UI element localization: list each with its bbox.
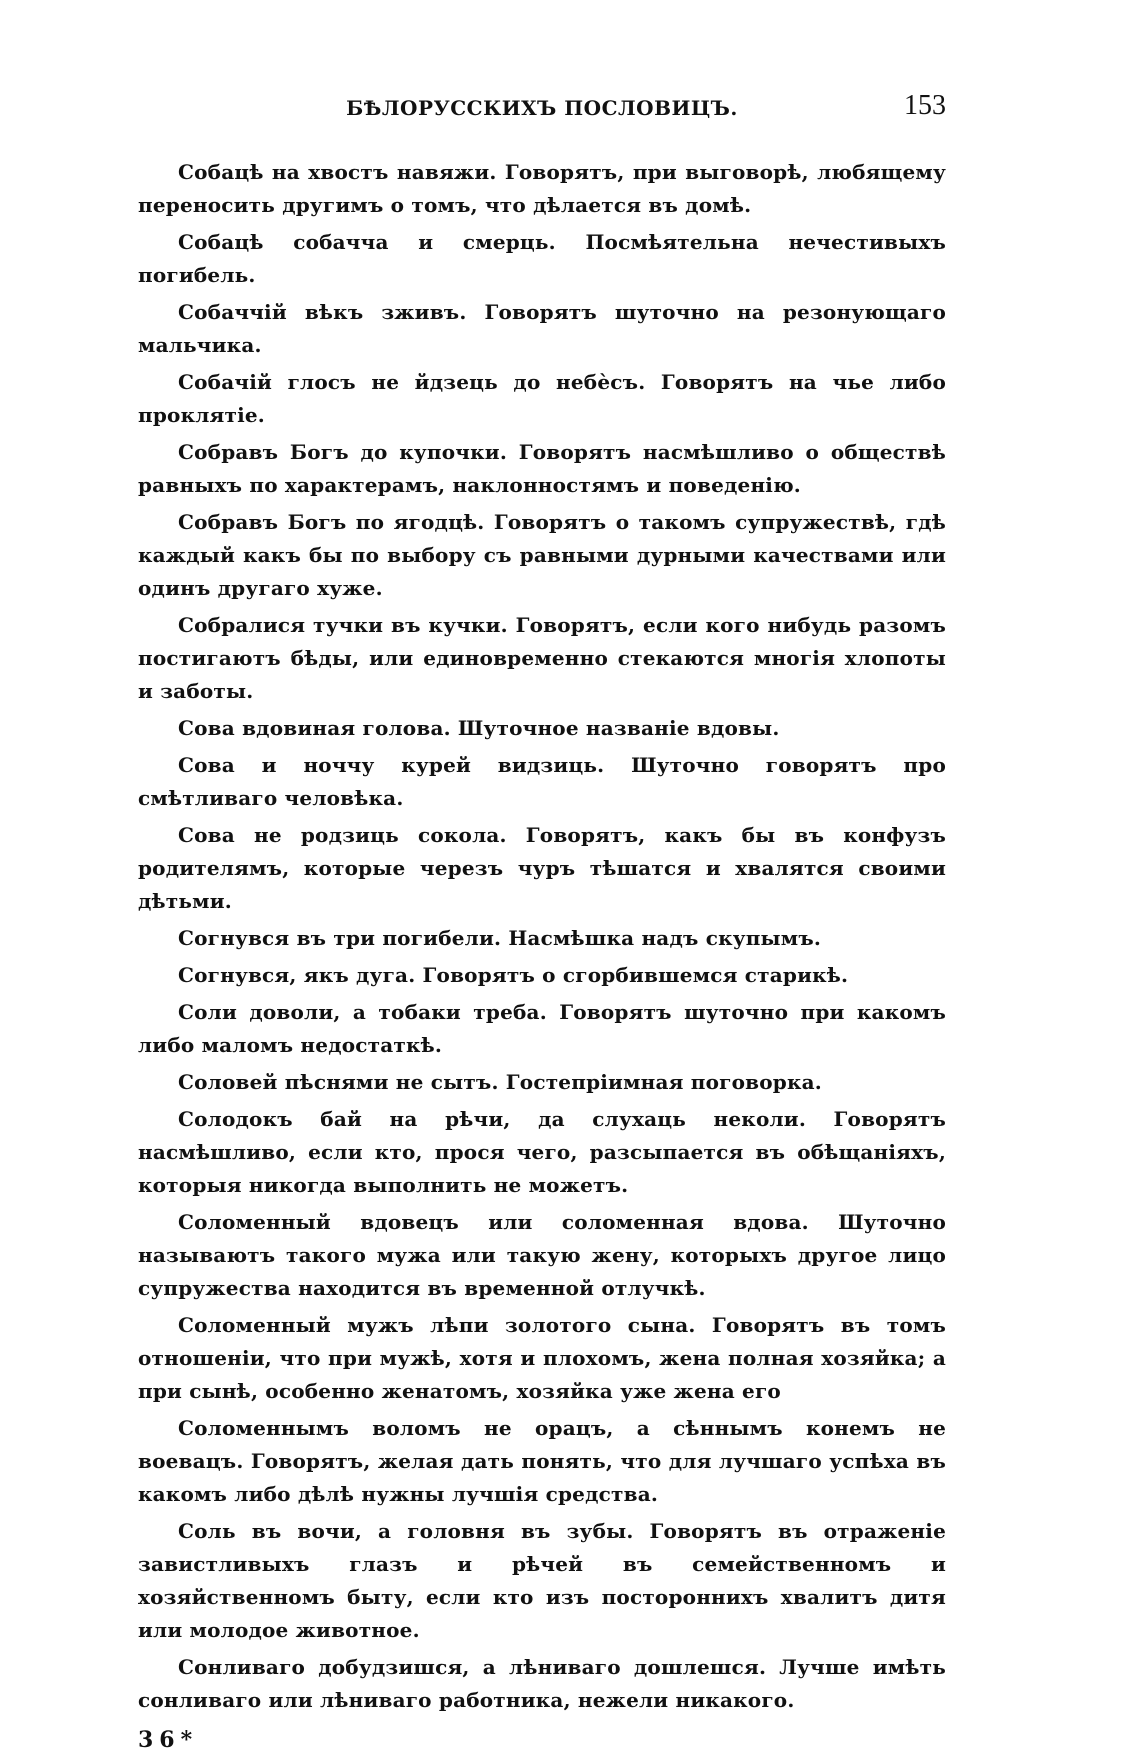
proverb-entry: Собаччій вѣкъ зживъ. Говорятъ шуточно на резонующаго мальчика.: [138, 300, 946, 357]
proverb-entry: Собацѣ собачча и смерць. Посмѣятельна нечестивыхъ погибель.: [138, 230, 946, 287]
proverb-entry: Соломеннымъ воломъ не орацъ, а сѣннымъ конемъ не воевацъ. Говорятъ, желая дать понять, что для лучшаго успѣха въ какомъ либо дѣлѣ нужны лучшія средства.: [138, 1416, 946, 1506]
proverb-entry: Сова вдовиная голова. Шуточное названіе вдовы.: [178, 716, 780, 740]
proverb-entry: Собравъ Богъ по ягодцѣ. Говорятъ о такомъ супружествѣ, гдѣ каждый какъ бы по выбору съ равными дурными качествами или одинъ другаго хуже.: [138, 510, 946, 600]
page-number: 153: [904, 90, 946, 121]
proverb-entry: Собралися тучки въ кучки. Говорятъ, если кого нибудь разомъ постигаютъ бѣды, или единовременно стекаются многія хлопоты и заботы.: [138, 613, 946, 703]
printer-signature: 36*: [138, 1727, 199, 1753]
proverb-entry: Соль въ вочи, а головня въ зубы. Говорятъ въ отраженіе завистливыхъ глазъ и рѣчей въ семейственномъ и хозяйственномъ быту, если кто изъ постороннихъ хвалитъ дитя или молодое животное.: [138, 1519, 946, 1642]
proverb-entry: Сова и ноччу курей видзиць. Шуточно говорятъ про смѣтливаго человѣка.: [138, 753, 946, 810]
running-title: БѢЛОРУССКИХЪ ПОСЛОВИЦЪ.: [346, 96, 738, 120]
proverb-entry: Собачій глосъ не йдзець до небѐсъ. Говорятъ на чье либо проклятіе.: [138, 370, 946, 427]
proverb-list: [138, 156, 946, 1717]
proverb-entry: Солодокъ бай на рѣчи, да слухаць неколи. Говорятъ насмѣшливо, если кто, прося чего, разсыпается въ обѣщаніяхъ, которыя никогда выполнить не можетъ.: [138, 1107, 946, 1197]
proverb-entry: Соломенный вдовецъ или соломенная вдова. Шуточно называютъ такого мужа или такую жену, которыхъ другое лицо супружества находится въ временной отлучкѣ.: [138, 1210, 946, 1300]
proverb-entry: Соломенный мужъ лѣпи золотого сына. Говорятъ въ томъ отношеніи, что при мужѣ, хотя и плохомъ, жена полная хозяйка; а при сынѣ, особенно женатомъ, хозяйка уже жена его: [138, 1313, 946, 1403]
proverb-entry: Соловей пѣснями не сытъ. Гостепріимная поговорка.: [178, 1070, 822, 1094]
book-page: [138, 90, 946, 1753]
proverb-entry: Согнувся, якъ дуга. Говорятъ о сгорбившемся старикѣ.: [178, 963, 849, 987]
proverb-entry: Сова не родзиць сокола. Говорятъ, какъ бы въ конфузъ родителямъ, которые черезъ чуръ тѣшатся и хвалятся своими дѣтьми.: [138, 823, 946, 913]
proverb-entry: Собацѣ на хвостъ навяжи. Говорятъ, при выговорѣ, любящему переносить другимъ о томъ, что дѣлается въ домѣ.: [138, 160, 946, 217]
proverb-entry: Согнувся въ три погибели. Насмѣшка надъ скупымъ.: [178, 926, 822, 950]
proverb-entry: Собравъ Богъ до купочки. Говорятъ насмѣшливо о обществѣ равныхъ по характерамъ, наклонностямъ и поведенію.: [138, 440, 946, 497]
proverb-entry: Соли доволи, а тобаки треба. Говорятъ шуточно при какомъ либо маломъ недостаткѣ.: [138, 1000, 946, 1057]
proverb-entry: Сонливаго добудзишся, а лѣниваго дошлешся. Лучше имѣть сонливаго или лѣниваго работника, нежели никакого.: [138, 1655, 946, 1712]
page-header: [138, 90, 946, 134]
